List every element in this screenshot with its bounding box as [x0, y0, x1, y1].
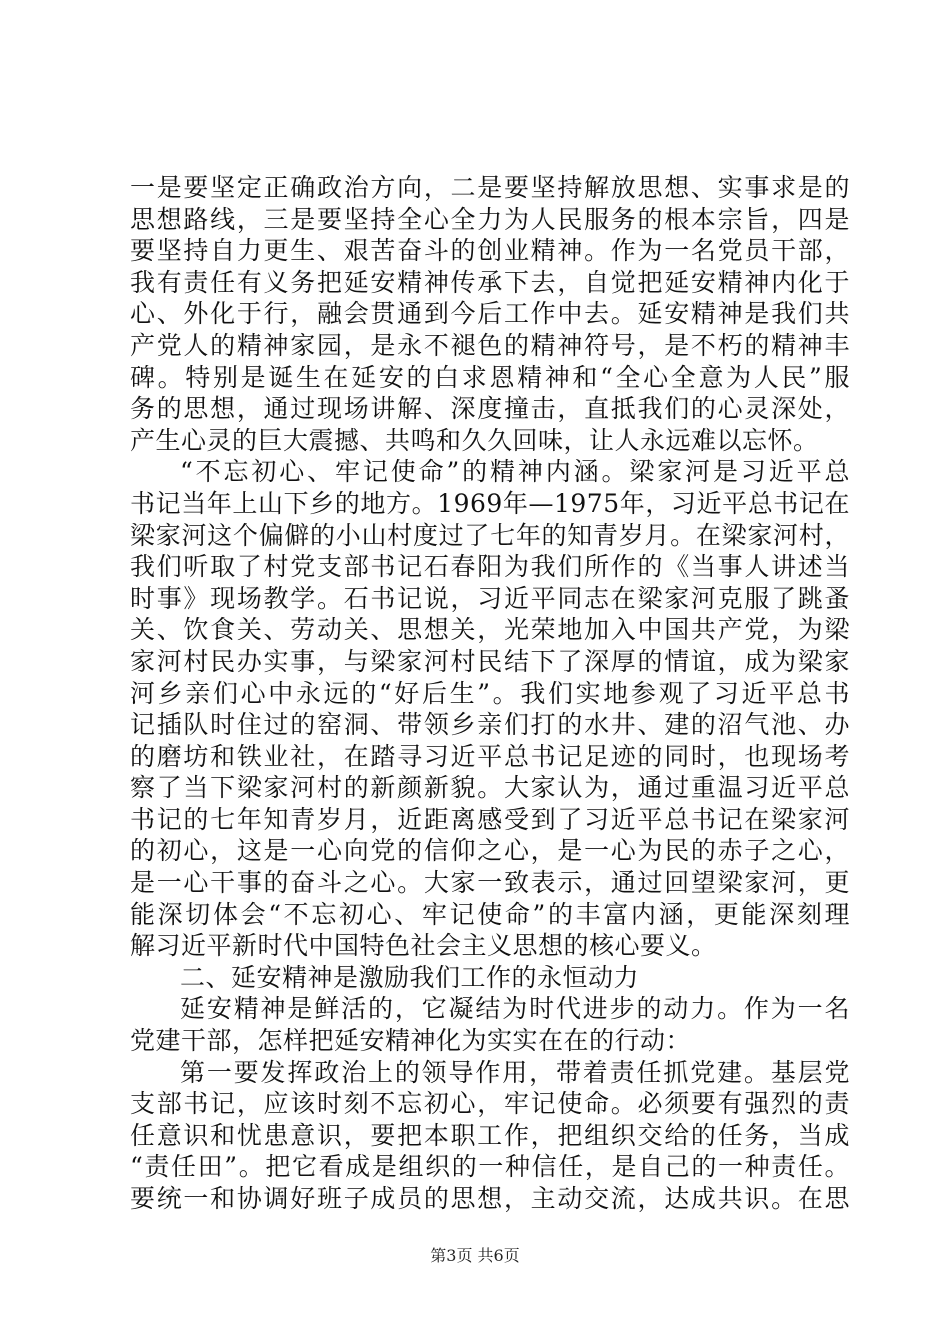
text-line: 延安精神是鲜活的，它凝结为时代进步的动力。作为一名 [180, 994, 850, 1024]
text-line: “不忘初心、牢记使命”的精神内涵。梁家河是习近平总 [180, 457, 850, 487]
text-line: 心、外化于行，融会贯通到今后工作中去。延安精神是我们共 [130, 299, 850, 329]
text-line: 支部书记，应该时刻不忘初心，牢记使命。必须要有强烈的责 [130, 1089, 850, 1119]
text-line: 产生心灵的巨大震撼、共鸣和久久回味，让人永远难以忘怀。 [130, 425, 819, 455]
text-line: 解习近平新时代中国特色社会主义思想的核心要义。 [130, 931, 717, 961]
text-line: 能深切体会“不忘初心、牢记使命”的丰富内涵，更能深刻理 [130, 899, 850, 929]
text-line: 的初心，这是一心向党的信仰之心，是一心为民的赤子之心， [130, 836, 850, 866]
text-line: 的磨坊和铁业社，在踏寻习近平总书记足迹的同时，也现场考 [130, 741, 850, 771]
text-line: 一是要坚定正确政治方向，二是要坚持解放思想、实事求是的 [130, 173, 850, 202]
text-line: 时事》现场教学。石书记说，习近平同志在梁家河克服了跳蚤 [130, 583, 850, 613]
text-line: 家河村民办实事，与梁家河村民结下了深厚的情谊，成为梁家 [130, 646, 850, 676]
text-line: 思想路线，三是要坚持全心全力为人民服务的根本宗旨，四是 [130, 204, 850, 234]
text-line: 书记当年上山下乡的地方。1969年—1975年，习近平总书记在 [130, 488, 850, 518]
text-line: 党建干部，怎样把延安精神化为实实在在的行动： [130, 1026, 692, 1056]
text-line: 是一心干事的奋斗之心。大家一致表示，通过回望梁家河，更 [130, 868, 850, 898]
text-line: 梁家河这个偏僻的小山村度过了七年的知青岁月。在梁家河村， [130, 520, 850, 550]
text-line: 察了当下梁家河村的新颜新貌。大家认为，通过重温习近平总 [130, 773, 850, 803]
text-line: 要坚持自力更生、艰苦奋斗的创业精神。作为一名党员干部， [130, 236, 850, 266]
text-line: 记插队时住过的窑洞、带领乡亲们打的水井、建的沼气池、办 [130, 710, 850, 740]
text-line: 产党人的精神家园，是永不褪色的精神符号，是不朽的精神丰 [130, 330, 850, 360]
text-line: “责任田”。把它看成是组织的一种信任，是自己的一种责任。 [130, 1152, 850, 1182]
page-number: 第3页 共6页 [430, 1246, 520, 1265]
text-line: 碑。特别是诞生在延安的白求恩精神和“全心全意为人民”服 [130, 362, 850, 392]
body-text [130, 172, 850, 1215]
text-line: 务的思想，通过现场讲解、深度撞击，直抵我们的心灵深处， [130, 394, 850, 424]
text-line: 书记的七年知青岁月，近距离感受到了习近平总书记在梁家河 [130, 804, 850, 834]
text-line: 河乡亲们心中永远的“好后生”。我们实地参观了习近平总书 [130, 678, 850, 708]
text-line: 关、饮食关、劳动关、思想关，光荣地加入中国共产党，为梁 [130, 615, 850, 645]
section-heading: 二、延安精神是激励我们工作的永恒动力 [180, 962, 640, 992]
text-line: 我有责任有义务把延安精神传承下去，自觉把延安精神内化于 [130, 267, 850, 297]
text-line: 任意识和忧患意识，要把本职工作，把组织交给的任务，当成 [130, 1120, 850, 1150]
text-line: 第一要发挥政治上的领导作用，带着责任抓党建。基层党 [180, 1057, 850, 1087]
text-line: 要统一和协调好班子成员的思想，主动交流，达成共识。在思 [130, 1184, 850, 1213]
text-line: 我们听取了村党支部书记石春阳为我们所作的《当事人讲述当 [130, 552, 850, 582]
